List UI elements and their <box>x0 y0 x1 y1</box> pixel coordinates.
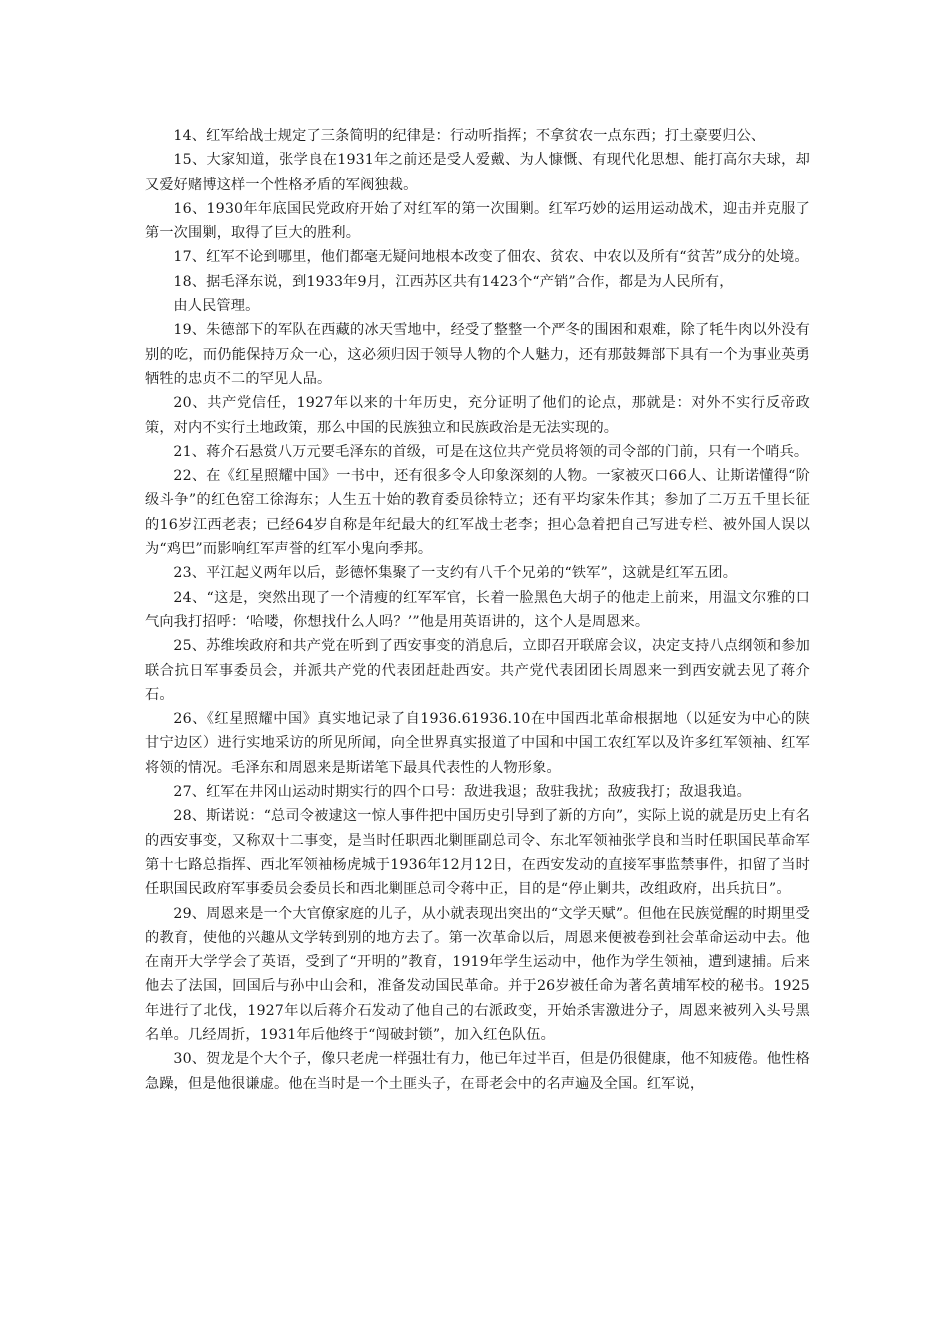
paragraph-21: 21、蒋介石悬赏八万元要毛泽东的首级，可是在这位共产党员将领的司令部的门前，只有一个哨兵。 <box>173 443 809 460</box>
paragraph-26: 26、《红星照耀中国》真实地记录了自1936.61936.10在中国西北革命根据地（以延安为中心的陕甘宁边区）进行实地采访的所见所闻，向全世界真实报道了中国和中国工农红军以及许多红军领袖、红军将领的情况。毛泽东和周恩来是斯诺笔下最具代表性的人物形象。 <box>145 711 810 776</box>
paragraph-19: 19、朱德部下的军队在西藏的冰天雪地中，经受了整整一个严冬的围困和艰难，除了牦牛肉以外没有别的吃，而仍能保持万众一心，这必须归因于领导人物的个人魅力，还有那鼓舞部下具有一个为事业英勇牺牲的忠贞不二的罕见人品。 <box>145 322 810 387</box>
paragraph-15: 15、大家知道，张学良在1931年之前还是受人爱戴、为人慷慨、有现代化思想、能打高尔夫球，却又爱好赌博这样一个性格矛盾的军阀独裁。 <box>145 152 810 193</box>
paragraph-25: 25、苏维埃政府和共产党在听到了西安事变的消息后，立即召开联席会议，决定支持八点纲领和参加联合抗日军事委员会，并派共产党的代表团赶赴西安。共产党代表团团长周恩来一到西安就去见了蒋介石。 <box>145 638 810 703</box>
paragraph-27: 27、红军在井冈山运动时期实行的四个口号：敌进我退；敌驻我扰；敌疲我打；敌退我追。 <box>173 784 751 801</box>
paragraph-22: 22、在《红星照耀中国》一书中，还有很多令人印象深刻的人物。一家被灭口66人、让斯诺懂得“阶级斗争”的红色窑工徐海东；人生五十始的教育委员徐特立；还有平均家朱作其；参加了二万五千里长征的16岁江西老表；已经64岁自称是年纪最大的红军战士老李；担心急着把自己写进专栏、被外国人误以为“鸡巴”而影响红军声誉的红军小鬼向季邦。 <box>145 468 810 558</box>
paragraph-17: 17、红军不论到哪里，他们都毫无疑问地根本改变了佃农、贫农、中农以及所有“贫苦”成分的处境。 <box>173 249 809 266</box>
paragraph-18: 18、据毛泽东说，到1933年9月，江西苏区共有1423个“产销”合作，都是为人民所有， <box>173 273 734 290</box>
paragraph-29: 29、周恩来是一个大官僚家庭的儿子，从小就表现出突出的“文学天赋”。但他在民族觉醒的时期里受的教育，使他的兴趣从文学转到别的地方去了。第一次革命以后，周恩来便被卷到社会革命运动中去。他在南开大学学会了英语，受到了“开明的”教育，1919年学生运动中，他作为学生领袖，遭到逮捕。后来他去了法国，回国后与孙中山会和，准备发动国民革命。并于26岁被任命为著名黄埔军校的秘书。1925年进行了北伐，1927年以后蒋介石发动了他自己的右派政变，开始杀害激进分子，周恩来被列入头号黑名单。几经周折，1931年后他终于“闯破封锁”，加入红色队伍。 <box>145 905 810 1043</box>
paragraph-18-continuation: 由人民管理。 <box>173 298 260 315</box>
paragraph-16: 16、1930年年底国民党政府开始了对红军的第一次围剿。红军巧妙的运用运动战术，迎击并克服了第一次围剿，取得了巨大的胜利。 <box>145 200 810 242</box>
paragraph-30: 30、贺龙是个大个子，像只老虎一样强壮有力，他已年过半百，但是仍很健康，他不知疲倦。他性格急躁，但是他很谦虚。他在当时是一个土匪头子，在哥老会中的名声遍及全国。红军说， <box>145 1051 810 1092</box>
paragraph-24: 24、“这是，突然出现了一个清瘦的红军军官，长着一脸黑色大胡子的他走上前来，用温文尔雅的口气向我打招呼：‘哈喽，你想找什么人吗？’”他是用英语讲的，这个人是周恩来。 <box>145 589 810 630</box>
document-body <box>145 124 810 1096</box>
paragraph-20: 20、共产党信任，1927年以来的十年历史，充分证明了他们的论点，那就是：对外不实行反帝政策，对内不实行土地政策，那么中国的民族独立和民族政治是无法实现的。 <box>145 395 810 436</box>
paragraph-14: 14、红军给战士规定了三条简明的纪律是：行动听指挥；不拿贫农一点东西；打土豪要归公、 <box>173 128 766 144</box>
paragraph-23: 23、平江起义两年以后，彭德怀集聚了一支约有八千个兄弟的“铁军”，这就是红军五团。 <box>173 565 738 582</box>
paragraph-28: 28、斯诺说：“总司令被逮这一惊人事件把中国历史引导到了新的方向”，实际上说的就是历史上有名的西安事变，又称双十二事变，是当时任职西北剿匪副总司令、东北军领袖张学良和当时任职国民革命军第十七路总指挥、西北军领袖杨虎城于1936年12月12日，在西安发动的直接军事监禁事件，扣留了当时任职国民政府军事委员会委员长和西北剿匪总司令蒋中正，目的是“停止剿共，改组政府，出兵抗日”。 <box>145 808 810 898</box>
